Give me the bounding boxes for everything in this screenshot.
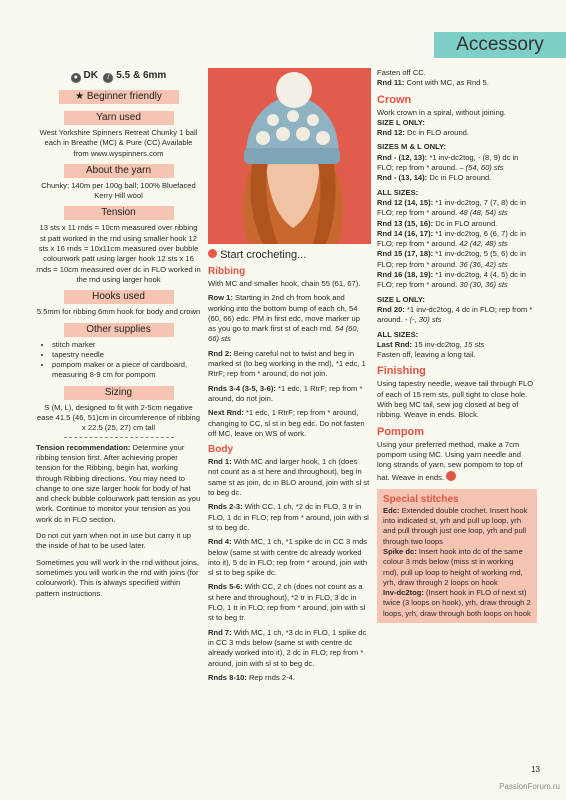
body-rnds-5-6: Rnds 5-6: With CC, 2 ch (does not count as a st here and throughout), *2 tr in FLO, 3 dc in FLO, 1 tr in FLO; rep from * around, join with sl st to beg tr. [208, 582, 366, 623]
pompom-text: Using your preferred method, make a 7cm pompom using MC. Using yarn needle and long strands of yarn, sew pompom to top of hat. Weave in ends. [377, 439, 523, 482]
inv-dc2tog-def: Inv-dc2tog: (Insert hook in FLO of next st) twice (3 loops on hook), yrh, draw through 2 loops, yrh, draw through both loops on hook [383, 588, 531, 618]
hook-icon: / [103, 73, 113, 83]
crown-rnd-a15: Rnd 15 (17, 18): *1 inv-dc2tog, 5 (5, 6) dc in FLO; rep from * around. 36 (36, 42) sts [377, 249, 527, 269]
crown-rnd-a13: Rnd 13 (15, 16): Dc in FLO around. [377, 218, 498, 228]
tension-title: Tension [64, 206, 174, 220]
finishing-title: Finishing [377, 365, 426, 378]
crown-rnd-a16: Rnd 16 (18, 19): *1 inv-dc2tog, 4 (4, 5) dc in FLO; rep from * around. 30 (30, 36) sts [377, 270, 527, 290]
crown-rnd-a12: Rnd 12 (14, 15): *1 inv-dc2tog, 7 (7, 8) dc in FLO; rep from * around. 48 (48, 54) sts [377, 197, 527, 218]
hat-photo [208, 68, 371, 244]
watermark: PassionForum.ru [499, 782, 560, 791]
crown-rnd-12-l: Rnd 12: Dc in FLO around. [377, 128, 470, 138]
special-stitches-box [377, 489, 537, 623]
yarn-title: Yarn used [64, 111, 174, 125]
yarn-icon: ● [71, 73, 81, 83]
divider [64, 437, 174, 438]
crown-rnd-20: Rnd 20: *1 inv-dc2tog, 4 dc in FLO; rep from * around. - (-, 30) sts [377, 304, 533, 325]
ribbing-intro: With MC and smaller hook, chain 55 (61, 67). [208, 279, 361, 288]
finishing-text: Using tapestry needle, weave tail through FLO of each of 15 rem sts, pull tight to close hole. With beg MC tail, sew jog closed at beg of ribbing. Weave in ends. Block. [377, 379, 534, 420]
list-item: • tapestry needle [52, 350, 201, 360]
end-mark-icon [446, 471, 456, 481]
ribbing-next-rnd: Next Rnd: *1 edc, 1 RtrF; rep from * around, changing to CC, sl st in beg edc. Do not fasten off MC, leave on WS of work. [208, 408, 365, 438]
body-title: Body [208, 444, 233, 456]
crown-rnd-12-13: Rnd - (12, 13): *1 inv-dc2tog, - (8, 9) dc in FLO; rep from * around. – (54, 60) sts [377, 152, 519, 173]
level-badge: ★ Beginner friendly [59, 90, 179, 104]
body-rnds-8-10: Rnds 8-10: Rep rnds 2-4. [208, 672, 295, 682]
yarn-weight-line: ● DK / 5.5 & 6mm [36, 68, 201, 84]
crown-rnd-a14: Rnd 14 (16, 17): *1 inv-dc2tog, 6 (6, 7) dc in FLO; rep from * around. 42 (42, 48) sts [377, 228, 527, 249]
left-column [36, 68, 201, 605]
sizing-text: S (M, L), designed to fit with 2-5cm negative ease 41.5 (46, 51)cm in circumference of ribbing x 22.5 (25, 27) cm tall [37, 402, 200, 433]
body-rnd-1: Rnd 1: With MC and larger hook, 1 ch (does not count as a st here and throughout), beg in same st as join, dc in BLO around, join with sl st to beg dc. [208, 457, 370, 498]
all-sizes-label-2: ALL SIZES: [377, 329, 419, 339]
tension-recommendation: Tension recommendation: Determine your ribbing tension first. After achieving proper tension for the Ribbing, begin hat, working through Ribbing directions. You may need to change to one size larger hook for body of hat and check bubble colourwork patt tension as you work. Continue to monitor your tension as you work dc in FLO section. [36, 442, 201, 524]
bullet-dot-icon [208, 249, 217, 258]
start-heading: Start crocheting... [208, 248, 370, 263]
crown-title: Crown [377, 93, 412, 106]
hooks-text: 5.5mm for ribbing 6mm hook for body and crown [36, 307, 201, 317]
rounds-note: Sometimes you will work in the rnd without joins, sometimes you will work in the rnd with joins (for colourwork). This is always specified within pattern instructions. [36, 557, 199, 598]
hooks-title: Hooks used [64, 290, 174, 304]
list-item: • pompom maker or a piece of cardboard, measuring 8-9 cm for pompom [52, 360, 201, 381]
list-item: • stitch marker [52, 340, 201, 350]
all-sizes-label: ALL SIZES: [377, 187, 419, 197]
last-rnd: Last Rnd: 15 inv-dc2tog, 15 sts [377, 339, 485, 349]
supplies-list [36, 340, 201, 381]
fasten-off-cc: Fasten off CC. [377, 68, 426, 77]
ribbing-rnds-3-4: Rnds 3-4 (3-5, 3-6): *1 edc, 1 RtrF; rep from * around, do not join. [208, 383, 363, 403]
size-l-label: SIZE L ONLY: [377, 117, 425, 127]
yarn-text: West Yorkshire Spinners Retreat Chunky 1 ball each in Breathe (MC) & Pure (CC) Available from www.wyspinners.com [39, 128, 198, 158]
spike-dc-def: Spike dc: Insert hook into dc of the same colour 3 rnds below (miss st in working rnd), pull up loop to height of working rnd, yrh, draw through 2 loops on hook [383, 546, 523, 587]
body-rnd-7: Rnd 7: With MC, 1 ch, *3 dc in FLO, 1 spike dc in CC 3 rnds below (same st with centre dc already worked into it), 2 dc in FLO; rep from * around, join with sl st to beg dc. [208, 627, 367, 668]
pompom-title: Pompom [377, 425, 425, 438]
ribbing-title: Ribbing [208, 266, 246, 277]
body-rnd-4: Rnd 4: With MC, 1 ch, *1 spike dc in CC 3 rnds below (same st with centre dc already worked into it), 5 dc in FLO; rep from * around, join with sl st to beg spike dc. [208, 537, 368, 578]
special-stitches-title: Special stitches [383, 493, 459, 505]
crown-rnd-13-14: Rnd - (13, 14): Dc in FLO around. [377, 173, 492, 183]
about-text: Chunky; 140m per 100g ball; 100% Bluefaced Kerry Hill wool [41, 180, 196, 201]
ribbing-row-1: Row 1: Starting in 2nd ch from hook and working into the bottom bump of each ch, 54 (60, 66) edc. PM in first edc, move marker up as you go to mark first st of each rnd. 54 (60, 66) sts [208, 293, 360, 344]
fasten-off-tail: Fasten off, leaving a long tail. [377, 350, 476, 360]
model-wearing-hat-image [208, 68, 371, 244]
size-l-only-label: SIZE L ONLY: [377, 294, 425, 304]
about-title: About the yarn [64, 164, 174, 178]
carry-yarn-note: Do not cut yarn when not in use but carry it up the inside of hat to be used later. [36, 531, 191, 551]
crown-intro: Work crown in a spiral, without joining. [377, 107, 507, 117]
supplies-title: Other supplies [64, 323, 174, 337]
ribbing-rnd-2: Rnd 2: Being careful not to twist and beg in marked st (to beg working in the rnd), *1 edc, 1 RtrF; rep from * around, do not join. [208, 348, 366, 379]
right-column [377, 68, 537, 623]
body-rnds-2-3: Rnds 2-3: With CC, 1 ch, *2 dc in FLO, 3 tr in FLO, 1 dc in FLO; rep from * around, join with sl st to beg dc. [208, 502, 369, 532]
sizing-title: Sizing [64, 386, 174, 400]
size-ml-label: SIZES M & L ONLY: [377, 142, 447, 152]
rnd-11: Rnd 11: Cont with MC, as Rnd 5. [377, 78, 489, 88]
section-header: Accessory [434, 32, 566, 58]
middle-column [208, 68, 370, 687]
edc-def: Edc: Extended double crochet. Insert hook into indicated st, yrh and pull up loop, yrh and pull through just one loop, yrh and pull through two loops [383, 505, 528, 546]
tension-text: 13 sts x 11 rnds = 10cm measured over ribbing st patt worked in the rnd using smaller hook 12 sts x 16 rnds = 10x11cm measured over bubble colourwork patt using larger hook 12 sts x 16 rnds = 10cm measured over dc in FLO worked in the rnd using larger hook [36, 223, 201, 284]
page-number: 13 [531, 765, 540, 774]
